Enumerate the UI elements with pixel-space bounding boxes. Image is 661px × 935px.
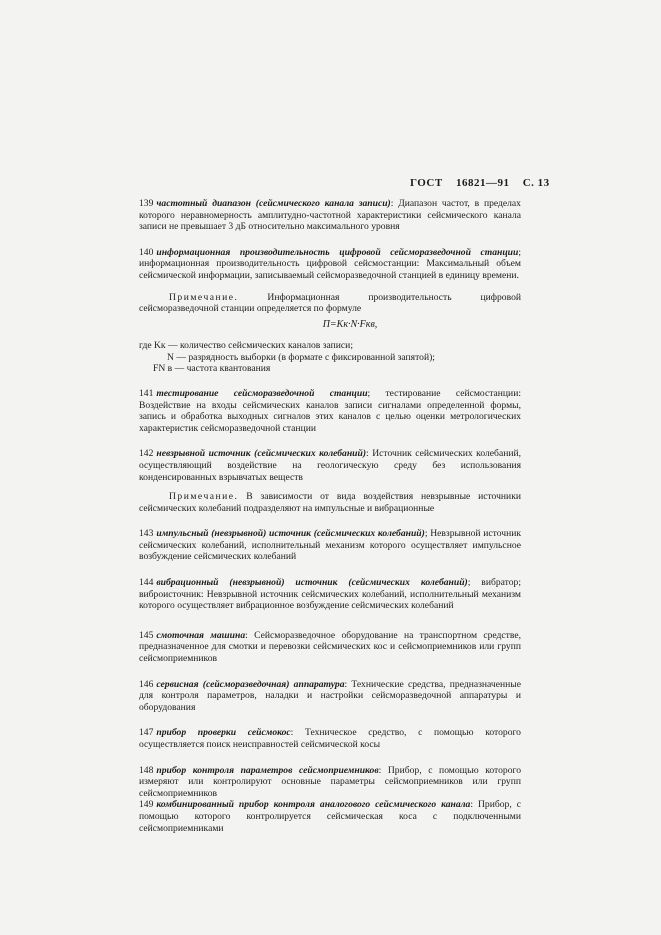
formula: П=Kк·N·Fкв,	[322, 318, 378, 330]
entry-definition: : Диапазон частот, в пределах которого неравномерность амплитудно-частотной характеристики сейсмического канала записи не превышает 3 дБ относительно максимального уровня	[139, 198, 521, 233]
entry-definition: ; информационная производительность цифровой сейсмостанции: Максимальный объем сейсмической информации, записываемый сейсморазведочной станцией в единицу времени.	[139, 246, 521, 281]
entry-term: невзрывной источник (сейсмических колебаний)	[156, 448, 367, 460]
entry-definition: ; вибратор; виброисточник: Невзрывной источник сейсмических колебаний, исполнительный механизм которого осуществляет вибрационное возбуждение сейсмических колебаний	[139, 577, 521, 612]
entry-term: комбинированный прибор контроля аналогового сейсмического канала	[156, 799, 471, 811]
entry-definition: : Сейсморазведочное оборудование на транспортном средстве, предназначенное для смотки и перевозки сейсмических кос и сейсмоприемников или групп сейсмоприемников	[139, 629, 521, 665]
standard-number: 16821—91	[455, 177, 510, 189]
entry-number: 149	[139, 799, 154, 811]
entry-number: 141	[139, 387, 154, 399]
term-entry-143	[139, 528, 521, 563]
note-140	[139, 292, 521, 315]
legend-line-n: N — разрядность выборки (в формате с фиксированной запятой);	[167, 351, 435, 363]
entry-definition: : Техническое средство, с помощью которого осуществляется поиск неисправностей сейсмической косы	[139, 727, 521, 751]
entry-term: смоточная машина	[156, 629, 246, 641]
note-label: Примечание.	[169, 491, 239, 503]
entry-term: тестирование сейсморазведочной станции	[156, 387, 368, 399]
term-entry-139	[139, 198, 521, 233]
entry-definition: : Технические средства, предназначенные для контроля параметров, наладки и настройки сейсморазведочной аппаратуры и оборудования	[139, 678, 521, 713]
standard-label: ГОСТ	[410, 177, 443, 189]
document-body	[139, 198, 521, 834]
entry-definition: : Источник сейсмических колебаний, осуществляющий воздействие на геологическую среду без использования конденсированных взрывчатых веществ	[139, 448, 522, 483]
entry-term: информационная производительность цифровой сейсморазведочной станции	[156, 246, 519, 258]
entry-number: 142	[139, 448, 154, 460]
note-142	[139, 491, 521, 514]
entry-definition: : Прибор, с помощью которого измеряют или контролируют основные параметры сейсмоприемников или групп сейсмоприемников	[139, 764, 521, 799]
entry-term: вибрационный (невзрывной) источник (сейсмических колебаний)	[156, 577, 468, 589]
entry-number: 144	[139, 577, 154, 589]
entry-term: частотный диапазон (сейсмического канала записи)	[156, 198, 391, 209]
note-label: Примечание.	[169, 291, 239, 303]
entry-number: 148	[139, 764, 154, 776]
term-entry-148	[139, 765, 521, 800]
entry-term: прибор контроля параметров сейсмоприемников	[156, 764, 379, 776]
entry-definition: ; тестирование сейсмостанции: Воздействие на входы сейсмических каналов записи сигналами определенной формы, запись и обработка выходных сигналов этих каналов с целью оценки метрологических характеристик сейсморазведочной станции	[139, 387, 521, 434]
term-entry-142	[139, 448, 521, 483]
term-entry-141	[139, 388, 521, 434]
term-entry-144	[139, 577, 521, 612]
entry-number: 147	[139, 727, 154, 739]
term-entry-146	[139, 679, 521, 714]
entry-definition: : Прибор, с помощью которого контролируется сейсмическая коса с подключенными сейсмоприемниками	[139, 799, 521, 834]
formula-legend	[139, 340, 521, 374]
term-entry-145	[139, 630, 521, 665]
legend-line-kk: где Kк — количество сейсмических каналов записи;	[139, 340, 353, 352]
page-number: С. 13	[522, 177, 550, 189]
term-entry-149	[139, 799, 521, 834]
entry-number: 140	[139, 246, 154, 258]
entry-number: 146	[139, 678, 154, 690]
entry-number: 139	[139, 198, 154, 209]
term-entry-140	[139, 247, 521, 282]
entry-term: прибор проверки сейсмокос	[156, 727, 291, 739]
entry-number: 145	[139, 629, 154, 641]
entry-term: импульсный (невзрывной) источник (сейсмических колебаний)	[156, 528, 425, 540]
legend-line-fkv: FN в — частота квантования	[153, 362, 271, 374]
entry-number: 143	[139, 528, 154, 540]
term-entry-147	[139, 727, 521, 750]
page-header	[410, 177, 630, 189]
entry-definition: ; Невзрывной источник сейсмических колебаний, исполнительный механизм которого осуществляет импульсное возбуждение сейсмических колебаний	[139, 528, 521, 563]
note-text: В зависимости от вида воздействия невзрывные источники сейсмических колебаний подразделяют на импульсные и вибрационные	[139, 491, 521, 514]
entry-term: сервисная (сейсморазведочная) аппаратура	[156, 678, 345, 690]
note-text: Информационная производительность цифровой сейсморазведочной станции определяется по формуле	[139, 291, 521, 315]
